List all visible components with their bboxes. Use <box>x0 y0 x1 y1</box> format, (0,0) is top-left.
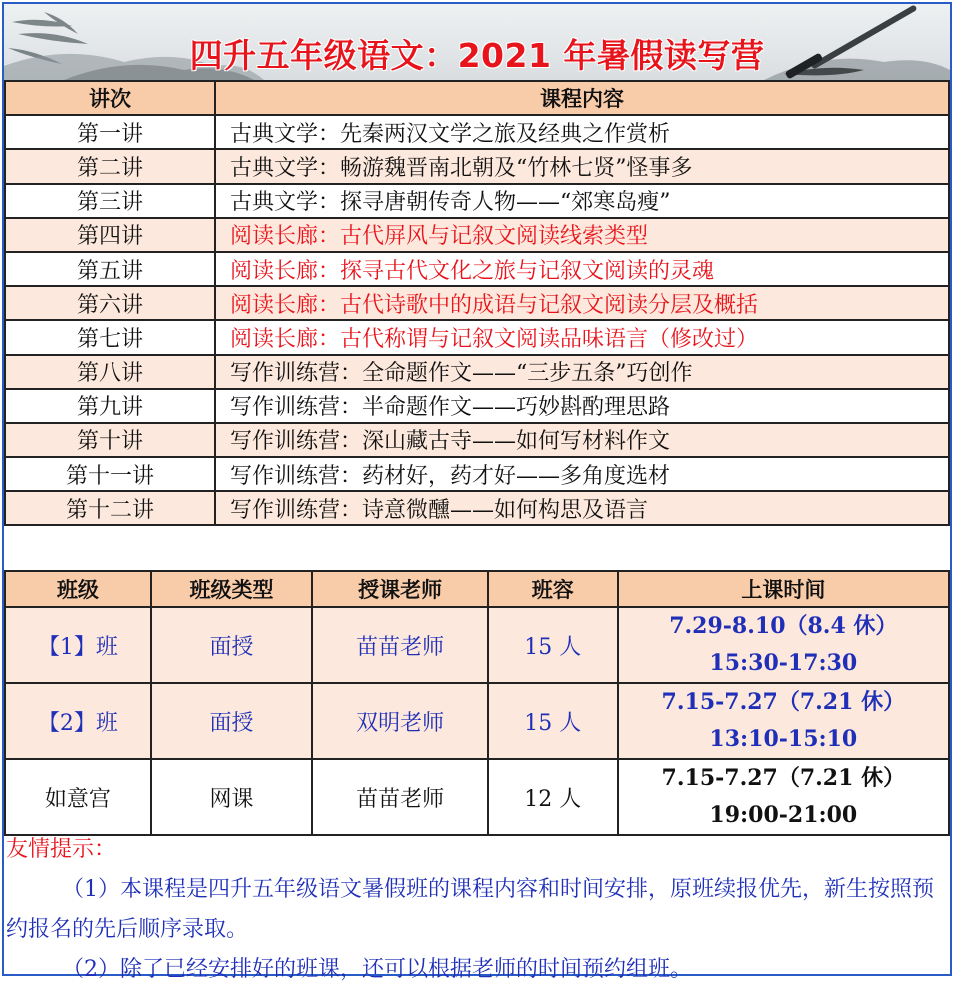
hour-range: 13:10-15:10 <box>709 726 858 752</box>
lecture-cell: 第十讲 <box>5 423 215 457</box>
notes-label: 友情提示： <box>6 837 117 862</box>
lecture-cell: 第十一讲 <box>5 457 215 491</box>
table-row <box>5 389 949 423</box>
content-cell: 阅读长廊：古代诗歌中的成语与记叙文阅读分层及概括 <box>215 286 949 320</box>
table-row <box>5 286 949 320</box>
class-cell: 【1】班 <box>5 607 151 683</box>
date-range: 7.29-8.10（8.4 休） <box>669 613 898 639</box>
lecture-cell: 第四讲 <box>5 218 215 252</box>
lecture-cell: 第一讲 <box>5 115 215 149</box>
teacher-cell: 双明老师 <box>312 683 488 759</box>
header-time: 上课时间 <box>618 571 949 607</box>
header-type: 班级类型 <box>151 571 313 607</box>
header-content: 课程内容 <box>215 81 949 115</box>
content-cell: 写作训练营：全命题作文——“三步五条”巧创作 <box>215 355 949 389</box>
table-row <box>5 320 949 354</box>
lecture-cell: 第八讲 <box>5 355 215 389</box>
content-cell: 写作训练营：诗意微醺——如何构思及语言 <box>215 491 949 525</box>
capacity-cell: 15 人 <box>488 607 618 683</box>
course-table-header <box>5 81 949 115</box>
content-cell: 写作训练营：药材好，药才好——多角度选材 <box>215 457 949 491</box>
hour-range: 15:30-17:30 <box>709 650 858 676</box>
table-row <box>5 218 949 252</box>
time-cell <box>618 683 949 759</box>
header-lecture: 讲次 <box>5 81 215 115</box>
capacity-cell: 15 人 <box>488 683 618 759</box>
time-cell <box>618 759 949 835</box>
header-capacity: 班容 <box>488 571 618 607</box>
content-cell: 古典文学：先秦两汉文学之旅及经典之作赏析 <box>215 115 949 149</box>
table-row <box>5 491 949 525</box>
table-row <box>5 149 949 183</box>
type-cell: 面授 <box>151 607 313 683</box>
course-table <box>4 80 950 526</box>
class-cell: 【2】班 <box>5 683 151 759</box>
type-cell: 网课 <box>151 759 313 835</box>
type-cell: 面授 <box>151 683 313 759</box>
content-cell: 古典文学：探寻唐朝传奇人物——“郊寒岛瘦” <box>215 184 949 218</box>
date-range: 7.15-7.27（7.21 休） <box>661 765 906 791</box>
table-row <box>5 607 949 683</box>
hour-range: 19:00-21:00 <box>709 802 858 828</box>
note-item: （2）除了已经安排好的班课，还可以根据老师的时间预约组班。 <box>62 957 692 982</box>
capacity-cell: 12 人 <box>488 759 618 835</box>
date-range: 7.15-7.27（7.21 休） <box>661 689 906 715</box>
content-cell: 阅读长廊：探寻古代文化之旅与记叙文阅读的灵魂 <box>215 252 949 286</box>
notes-section <box>6 830 946 990</box>
page-title: 四升五年级语文：2021 年暑假读写营 <box>189 36 765 75</box>
teacher-cell: 苗苗老师 <box>312 759 488 835</box>
table-row <box>5 423 949 457</box>
content-cell: 阅读长廊：古代屏风与记叙文阅读线索类型 <box>215 218 949 252</box>
table-row <box>5 457 949 491</box>
table-row <box>5 252 949 286</box>
header-class: 班级 <box>5 571 151 607</box>
header-teacher: 授课老师 <box>312 571 488 607</box>
time-cell <box>618 607 949 683</box>
teacher-cell: 苗苗老师 <box>312 607 488 683</box>
lecture-cell: 第五讲 <box>5 252 215 286</box>
lecture-cell: 第三讲 <box>5 184 215 218</box>
lecture-cell: 第十二讲 <box>5 491 215 525</box>
table-row <box>5 683 949 759</box>
content-cell: 古典文学：畅游魏晋南北朝及“竹林七贤”怪事多 <box>215 149 949 183</box>
content-cell: 写作训练营：半命题作文——巧妙斟酌理思路 <box>215 389 949 423</box>
lecture-cell: 第九讲 <box>5 389 215 423</box>
title-banner <box>4 4 950 80</box>
class-table <box>4 570 950 836</box>
table-row <box>5 759 949 835</box>
content-cell: 写作训练营：深山藏古寺——如何写材料作文 <box>215 423 949 457</box>
lecture-cell: 第七讲 <box>5 320 215 354</box>
table-row <box>5 355 949 389</box>
table-row <box>5 184 949 218</box>
table-row <box>5 115 949 149</box>
class-table-header <box>5 571 949 607</box>
lecture-cell: 第二讲 <box>5 149 215 183</box>
class-cell: 如意宫 <box>5 759 151 835</box>
content-cell: 阅读长廊：古代称谓与记叙文阅读品味语言（修改过） <box>215 320 949 354</box>
note-item: （1）本课程是四升五年级语文暑假班的课程内容和时间安排，原班续报优先，新生按照预约报名的先后顺序录取。 <box>6 877 935 942</box>
lecture-cell: 第六讲 <box>5 286 215 320</box>
